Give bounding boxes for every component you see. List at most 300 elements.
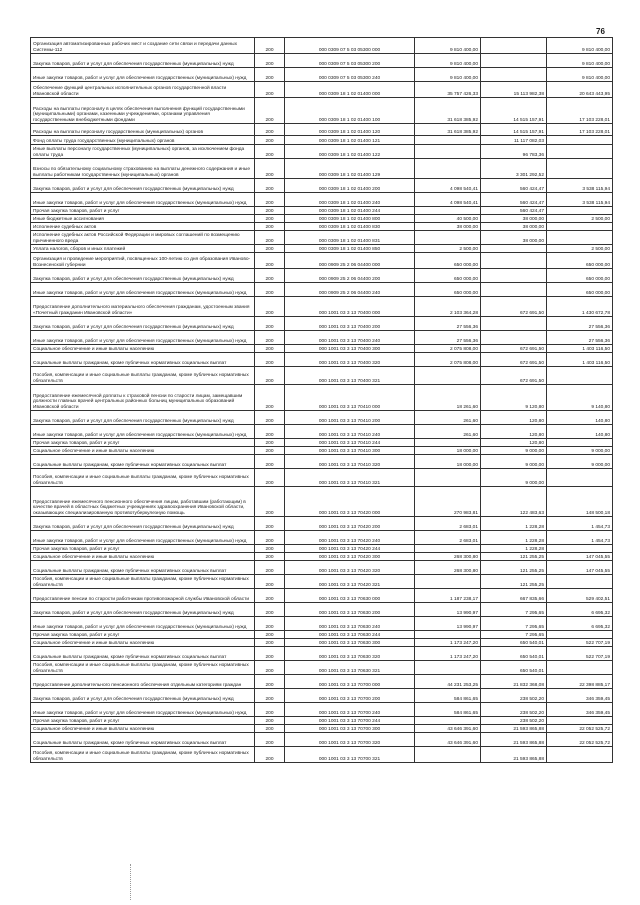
- row-approved-amount: 584 861,65: [415, 689, 481, 703]
- row-executed-amount: [481, 283, 547, 297]
- row-executed-amount: 121 255,25: [481, 561, 547, 575]
- row-name: Расходы на выплаты персоналу государственных (муниципальных) органов: [31, 124, 255, 136]
- row-executed-amount: 11 117 082,03: [481, 136, 547, 145]
- row-approved-amount: 2 075 808,00: [415, 353, 481, 367]
- row-executed-amount: 120,80: [481, 439, 547, 447]
- row-executed-amount: 1 228,28: [481, 531, 547, 545]
- row-classification-code: 000 1001 03 3 13 70410 240: [285, 425, 415, 439]
- row-classification-code: 000 0309 18 1 02 01400 129: [285, 159, 415, 179]
- row-executed-amount: 120,80: [481, 425, 547, 439]
- table-row: [31, 455, 613, 469]
- row-unexecuted-amount: 27 556,36: [547, 317, 613, 331]
- row-unexecuted-amount: 2 500,00: [547, 245, 613, 253]
- row-code: 200: [255, 269, 285, 283]
- row-name: Закупка товаров, работ и услуг для обеспечения государственных (муниципальных) нужд: [31, 411, 255, 425]
- row-classification-code: 000 1001 03 3 13 70630 320: [285, 647, 415, 661]
- row-code: 200: [255, 54, 285, 68]
- row-name: Пособия, компенсации и иные социальные выплаты гражданам, кроме публичных нормативных обязательств: [31, 661, 255, 675]
- row-classification-code: 000 0909 25 2 06 04400 000: [285, 253, 415, 269]
- table-row: [31, 603, 613, 617]
- row-name: Пособия, компенсации и иные социальные выплаты гражданам, кроме публичных нормативных обязательств: [31, 367, 255, 385]
- row-approved-amount: 1 173 247,20: [415, 639, 481, 647]
- row-approved-amount: 31 618 385,92: [415, 98, 481, 124]
- table-row: [31, 617, 613, 631]
- row-unexecuted-amount: 522 707,19: [547, 647, 613, 661]
- row-unexecuted-amount: 9 810 400,00: [547, 38, 613, 54]
- row-unexecuted-amount: 1 454,73: [547, 517, 613, 531]
- row-classification-code: 000 1001 03 3 13 70700 200: [285, 689, 415, 703]
- table-row: [31, 439, 613, 447]
- row-code: 200: [255, 283, 285, 297]
- row-name: Прочая закупка товаров, работ и услуг: [31, 545, 255, 553]
- row-unexecuted-amount: 1 454,73: [547, 531, 613, 545]
- row-name: Организация автоматизированных рабочих мест и создание сети связи и передачи данных Системы-112: [31, 38, 255, 54]
- row-executed-amount: 672 691,50: [481, 367, 547, 385]
- row-name: Прочая закупка товаров, работ и услуг: [31, 439, 255, 447]
- row-classification-code: 000 0309 07 5 03 05300 000: [285, 38, 415, 54]
- row-name: Иные закупки товаров, работ и услуг для обеспечения государственных (муниципальных) нужд: [31, 703, 255, 717]
- row-classification-code: 000 1001 03 3 13 70700 321: [285, 747, 415, 763]
- row-approved-amount: 2 683,01: [415, 517, 481, 531]
- row-name: Предоставление дополнительного материального обеспечения гражданам, удостоенным звания «Почетный гражданин Ивановской области»: [31, 297, 255, 317]
- table-row: [31, 207, 613, 215]
- row-unexecuted-amount: [547, 661, 613, 675]
- table-row: [31, 367, 613, 385]
- row-name: Закупка товаров, работ и услуг для обеспечения государственных (муниципальных) нужд: [31, 54, 255, 68]
- table-row: [31, 517, 613, 531]
- table-row: [31, 447, 613, 455]
- row-approved-amount: 2 500,00: [415, 245, 481, 253]
- row-name: Социальное обеспечение и иные выплаты населению: [31, 553, 255, 561]
- row-unexecuted-amount: 650 000,00: [547, 283, 613, 297]
- row-executed-amount: 3 301 292,52: [481, 159, 547, 179]
- row-classification-code: 000 1001 03 3 13 70700 240: [285, 703, 415, 717]
- table-row: [31, 469, 613, 487]
- row-unexecuted-amount: 3 538 115,94: [547, 179, 613, 193]
- row-code: 200: [255, 589, 285, 603]
- row-code: 200: [255, 145, 285, 159]
- row-approved-amount: 43 646 391,60: [415, 733, 481, 747]
- table-row: [31, 223, 613, 231]
- row-approved-amount: 268 300,80: [415, 553, 481, 561]
- row-approved-amount: 9 810 400,00: [415, 38, 481, 54]
- row-approved-amount: 18 000,00: [415, 455, 481, 469]
- row-unexecuted-amount: [547, 439, 613, 447]
- row-classification-code: 000 1001 03 3 13 70700 244: [285, 717, 415, 725]
- row-approved-amount: [415, 367, 481, 385]
- row-unexecuted-amount: 522 707,19: [547, 639, 613, 647]
- row-name: Закупка товаров, работ и услуг для обеспечения государственных (муниципальных) нужд: [31, 179, 255, 193]
- row-unexecuted-amount: 147 045,55: [547, 553, 613, 561]
- row-executed-amount: [481, 54, 547, 68]
- row-classification-code: 000 1001 03 3 13 70420 000: [285, 487, 415, 517]
- row-unexecuted-amount: 22 398 885,17: [547, 675, 613, 689]
- row-executed-amount: 650 540,01: [481, 639, 547, 647]
- row-code: 200: [255, 98, 285, 124]
- row-code: 200: [255, 639, 285, 647]
- row-unexecuted-amount: 17 103 228,01: [547, 124, 613, 136]
- table-row: [31, 124, 613, 136]
- row-classification-code: 000 0309 07 5 03 05300 200: [285, 54, 415, 68]
- row-executed-amount: 15 113 982,38: [481, 82, 547, 98]
- table-row: [31, 725, 613, 733]
- row-code: 200: [255, 353, 285, 367]
- table-row: [31, 159, 613, 179]
- row-classification-code: 000 1001 03 3 13 70420 300: [285, 553, 415, 561]
- row-classification-code: 000 1001 03 3 13 70630 200: [285, 603, 415, 617]
- row-unexecuted-amount: 346 359,45: [547, 703, 613, 717]
- row-name: Предоставление ежемесячного пенсионного обеспечения лицам, работавшим (работающим) в качестве врачей в областных бюджетных учреждениях здравоохранения Ивановской области, оказывающих специализированную противотуберкулезную помощь: [31, 487, 255, 517]
- row-classification-code: 000 1001 03 3 13 70420 200: [285, 517, 415, 531]
- row-approved-amount: [415, 207, 481, 215]
- row-code: 200: [255, 617, 285, 631]
- row-code: 200: [255, 425, 285, 439]
- table-row: [31, 353, 613, 367]
- margin-line: [130, 864, 131, 900]
- row-name: Прочая закупка товаров, работ и услуг: [31, 631, 255, 639]
- row-name: Исполнение судебных актов Российской Федерации и мировых соглашений по возмещению причиненного вреда: [31, 231, 255, 245]
- row-code: 200: [255, 223, 285, 231]
- table-row: [31, 38, 613, 54]
- row-executed-amount: 21 832 368,08: [481, 675, 547, 689]
- row-classification-code: 000 1001 03 3 13 70700 320: [285, 733, 415, 747]
- row-name: Закупка товаров, работ и услуг для обеспечения государственных (муниципальных) нужд: [31, 517, 255, 531]
- row-executed-amount: 238 502,20: [481, 717, 547, 725]
- row-approved-amount: 650 000,00: [415, 269, 481, 283]
- row-code: 200: [255, 331, 285, 345]
- row-executed-amount: 21 593 865,88: [481, 747, 547, 763]
- row-executed-amount: 9 000,00: [481, 455, 547, 469]
- row-name: Пособия, компенсации и иные социальные выплаты гражданам, кроме публичных нормативных обязательств: [31, 747, 255, 763]
- table-row: [31, 82, 613, 98]
- row-unexecuted-amount: 140,80: [547, 425, 613, 439]
- row-unexecuted-amount: 1 403 116,50: [547, 353, 613, 367]
- table-row: [31, 317, 613, 331]
- table-row: [31, 561, 613, 575]
- row-executed-amount: 9 000,00: [481, 447, 547, 455]
- row-unexecuted-amount: [547, 545, 613, 553]
- row-executed-amount: [481, 317, 547, 331]
- row-executed-amount: 122 483,63: [481, 487, 547, 517]
- row-classification-code: 000 1001 03 3 13 70630 300: [285, 639, 415, 647]
- row-executed-amount: 672 691,50: [481, 353, 547, 367]
- row-unexecuted-amount: [547, 231, 613, 245]
- row-classification-code: 000 1001 03 3 13 70410 320: [285, 455, 415, 469]
- row-executed-amount: 667 835,66: [481, 589, 547, 603]
- table-row: [31, 283, 613, 297]
- row-code: 200: [255, 661, 285, 675]
- table-row: [31, 269, 613, 283]
- row-code: 200: [255, 553, 285, 561]
- row-name: Социальное обеспечение и иные выплаты населению: [31, 639, 255, 647]
- row-executed-amount: 672 691,50: [481, 297, 547, 317]
- row-unexecuted-amount: [547, 145, 613, 159]
- row-unexecuted-amount: 9 810 400,00: [547, 54, 613, 68]
- row-classification-code: 000 1001 03 3 13 70420 240: [285, 531, 415, 545]
- table-row: [31, 193, 613, 207]
- row-classification-code: 000 1001 03 3 13 70400 321: [285, 367, 415, 385]
- row-name: Иные выплаты персоналу государственных (муниципальных) органов, за исключением фонда оплаты труда: [31, 145, 255, 159]
- row-name: Фонд оплаты труда государственных (муниципальных) органов: [31, 136, 255, 145]
- row-executed-amount: [481, 245, 547, 253]
- row-classification-code: 000 1001 03 3 13 70410 321: [285, 469, 415, 487]
- row-classification-code: 000 1001 03 3 13 70410 244: [285, 439, 415, 447]
- row-executed-amount: 672 691,50: [481, 345, 547, 353]
- row-name: Иные закупки товаров, работ и услуг для обеспечения государственных (муниципальных) нужд: [31, 283, 255, 297]
- row-code: 200: [255, 747, 285, 763]
- row-approved-amount: 43 646 391,60: [415, 725, 481, 733]
- row-code: 200: [255, 631, 285, 639]
- row-name: Иные закупки товаров, работ и услуг для обеспечения государственных (муниципальных) нужд: [31, 331, 255, 345]
- row-unexecuted-amount: [547, 717, 613, 725]
- row-code: 200: [255, 561, 285, 575]
- row-unexecuted-amount: 529 402,51: [547, 589, 613, 603]
- row-code: 200: [255, 703, 285, 717]
- row-unexecuted-amount: 148 500,18: [547, 487, 613, 517]
- table-row: [31, 385, 613, 411]
- table-row: [31, 545, 613, 553]
- row-code: 200: [255, 38, 285, 54]
- row-approved-amount: [415, 575, 481, 589]
- row-name: Организация и проведение мероприятий, посвященных 100-летию со дня образования Иваново-Вознесенской губернии: [31, 253, 255, 269]
- row-approved-amount: 268 300,80: [415, 561, 481, 575]
- row-unexecuted-amount: 9 140,80: [547, 385, 613, 411]
- row-approved-amount: 27 556,36: [415, 317, 481, 331]
- table-row: [31, 717, 613, 725]
- row-approved-amount: [415, 159, 481, 179]
- row-code: 200: [255, 725, 285, 733]
- row-executed-amount: 38 000,00: [481, 231, 547, 245]
- row-name: Прочая закупка товаров, работ и услуг: [31, 207, 255, 215]
- table-row: [31, 639, 613, 647]
- row-unexecuted-amount: [547, 367, 613, 385]
- row-code: 200: [255, 297, 285, 317]
- row-code: 200: [255, 469, 285, 487]
- row-code: 200: [255, 68, 285, 82]
- row-classification-code: 000 1001 03 3 13 70420 244: [285, 545, 415, 553]
- row-approved-amount: 2 683,01: [415, 531, 481, 545]
- row-executed-amount: 650 540,01: [481, 647, 547, 661]
- row-executed-amount: [481, 331, 547, 345]
- row-unexecuted-amount: 9 810 400,00: [547, 68, 613, 82]
- row-unexecuted-amount: 22 052 525,72: [547, 725, 613, 733]
- row-unexecuted-amount: 9 000,00: [547, 447, 613, 455]
- row-classification-code: 000 1001 03 3 13 70630 240: [285, 617, 415, 631]
- row-classification-code: 000 0309 18 1 02 01400 830: [285, 223, 415, 231]
- table-row: [31, 331, 613, 345]
- row-code: 200: [255, 647, 285, 661]
- row-approved-amount: 44 231 253,25: [415, 675, 481, 689]
- row-approved-amount: 40 500,00: [415, 215, 481, 223]
- row-approved-amount: [415, 231, 481, 245]
- row-code: 200: [255, 447, 285, 455]
- row-unexecuted-amount: [547, 223, 613, 231]
- row-executed-amount: 14 515 157,91: [481, 98, 547, 124]
- row-approved-amount: 1 187 238,17: [415, 589, 481, 603]
- row-classification-code: 000 1001 03 3 13 70400 300: [285, 345, 415, 353]
- table-row: [31, 231, 613, 245]
- row-code: 200: [255, 207, 285, 215]
- row-code: 200: [255, 136, 285, 145]
- row-code: 200: [255, 455, 285, 469]
- table-row: [31, 675, 613, 689]
- row-classification-code: 000 0309 18 1 02 01400 121: [285, 136, 415, 145]
- row-approved-amount: 35 757 426,33: [415, 82, 481, 98]
- table-row: [31, 589, 613, 603]
- row-name: Социальные выплаты гражданам, кроме публичных нормативных социальных выплат: [31, 353, 255, 367]
- row-code: 200: [255, 215, 285, 223]
- row-classification-code: 000 1001 03 3 13 70630 321: [285, 661, 415, 675]
- row-classification-code: 000 0309 07 5 03 05300 240: [285, 68, 415, 82]
- row-unexecuted-amount: 27 556,36: [547, 331, 613, 345]
- row-code: 200: [255, 575, 285, 589]
- row-name: Расходы на выплаты персоналу в целях обеспечения выполнения функций государственными (муниципальными) органами, казенными учреждениями, органами управления государственными внебюджетными фондами: [31, 98, 255, 124]
- row-approved-amount: 18 000,00: [415, 447, 481, 455]
- row-classification-code: 000 1001 03 3 13 70420 320: [285, 561, 415, 575]
- row-code: 200: [255, 603, 285, 617]
- row-executed-amount: 7 295,65: [481, 617, 547, 631]
- row-name: Иные закупки товаров, работ и услуг для обеспечения государственных (муниципальных) нужд: [31, 531, 255, 545]
- row-approved-amount: 261,60: [415, 425, 481, 439]
- row-unexecuted-amount: [547, 469, 613, 487]
- row-approved-amount: 13 990,97: [415, 603, 481, 617]
- row-code: 200: [255, 82, 285, 98]
- row-approved-amount: [415, 136, 481, 145]
- row-executed-amount: [481, 269, 547, 283]
- row-executed-amount: 38 000,00: [481, 215, 547, 223]
- row-code: 200: [255, 517, 285, 531]
- row-code: 200: [255, 385, 285, 411]
- row-code: 200: [255, 439, 285, 447]
- table-row: [31, 68, 613, 82]
- row-classification-code: 000 1001 03 3 13 70410 300: [285, 447, 415, 455]
- row-classification-code: 000 0309 18 1 02 01400 850: [285, 245, 415, 253]
- row-unexecuted-amount: 147 045,55: [547, 561, 613, 575]
- row-approved-amount: 31 618 385,92: [415, 124, 481, 136]
- table-row: [31, 136, 613, 145]
- table-row: [31, 245, 613, 253]
- table-row: [31, 531, 613, 545]
- table-row: [31, 297, 613, 317]
- row-unexecuted-amount: 346 359,45: [547, 689, 613, 703]
- budget-execution-table: [30, 37, 613, 763]
- table-row: [31, 98, 613, 124]
- row-name: Социальное обеспечение и иные выплаты населению: [31, 725, 255, 733]
- table-row: [31, 553, 613, 561]
- row-name: Закупка товаров, работ и услуг для обеспечения государственных (муниципальных) нужд: [31, 317, 255, 331]
- row-code: 200: [255, 345, 285, 353]
- row-executed-amount: 38 000,00: [481, 223, 547, 231]
- row-name: Иные закупки товаров, работ и услуг для обеспечения государственных (муниципальных) нужд: [31, 617, 255, 631]
- row-classification-code: 000 1001 03 3 13 70700 300: [285, 725, 415, 733]
- table-body: [31, 38, 613, 763]
- row-name: Закупка товаров, работ и услуг для обеспечения государственных (муниципальных) нужд: [31, 689, 255, 703]
- row-approved-amount: [415, 717, 481, 725]
- row-unexecuted-amount: 140,80: [547, 411, 613, 425]
- row-name: Социальные выплаты гражданам, кроме публичных нормативных социальных выплат: [31, 561, 255, 575]
- row-approved-amount: 27 556,36: [415, 331, 481, 345]
- row-executed-amount: 560 424,47: [481, 207, 547, 215]
- row-executed-amount: 9 000,00: [481, 469, 547, 487]
- row-unexecuted-amount: [547, 207, 613, 215]
- row-unexecuted-amount: 9 000,00: [547, 455, 613, 469]
- row-name: Пособия, компенсации и иные социальные выплаты гражданам, кроме публичных нормативных обязательств: [31, 469, 255, 487]
- row-name: Социальное обеспечение и иные выплаты населению: [31, 345, 255, 353]
- row-classification-code: 000 1001 03 3 13 70630 244: [285, 631, 415, 639]
- row-code: 200: [255, 367, 285, 385]
- row-approved-amount: 584 861,65: [415, 703, 481, 717]
- row-code: 200: [255, 545, 285, 553]
- row-approved-amount: 4 098 540,41: [415, 179, 481, 193]
- table-row: [31, 647, 613, 661]
- row-name: Закупка товаров, работ и услуг для обеспечения государственных (муниципальных) нужд: [31, 269, 255, 283]
- row-name: Иные бюджетные ассигнования: [31, 215, 255, 223]
- row-name: Пособия, компенсации и иные социальные выплаты гражданам, кроме публичных нормативных обязательств: [31, 575, 255, 589]
- row-unexecuted-amount: 2 500,00: [547, 215, 613, 223]
- row-approved-amount: [415, 145, 481, 159]
- table-row: [31, 345, 613, 353]
- row-approved-amount: [415, 439, 481, 447]
- table-row: [31, 411, 613, 425]
- row-approved-amount: [415, 661, 481, 675]
- row-unexecuted-amount: 17 103 228,01: [547, 98, 613, 124]
- row-classification-code: 000 0909 25 2 06 04400 240: [285, 283, 415, 297]
- row-name: Обеспечение функций центральных исполнительных органов государственной власти Ивановской области: [31, 82, 255, 98]
- row-name: Иные закупки товаров, работ и услуг для обеспечения государственных (муниципальных) нужд: [31, 193, 255, 207]
- row-classification-code: 000 1001 03 3 13 70410 200: [285, 411, 415, 425]
- row-classification-code: 000 1001 03 3 13 70400 240: [285, 331, 415, 345]
- row-name: Социальные выплаты гражданам, кроме публичных нормативных социальных выплат: [31, 455, 255, 469]
- row-code: 200: [255, 689, 285, 703]
- row-classification-code: 000 0309 18 1 02 01400 122: [285, 145, 415, 159]
- row-classification-code: 000 0309 18 1 02 01400 200: [285, 179, 415, 193]
- row-classification-code: 000 0309 18 1 02 01400 000: [285, 82, 415, 98]
- table-row: [31, 689, 613, 703]
- table-row: [31, 747, 613, 763]
- row-code: 200: [255, 411, 285, 425]
- row-executed-amount: 1 228,28: [481, 545, 547, 553]
- row-approved-amount: [415, 545, 481, 553]
- table-row: [31, 733, 613, 747]
- row-name: Иные закупки товаров, работ и услуг для обеспечения государственных (муниципальных) нужд: [31, 68, 255, 82]
- row-unexecuted-amount: [547, 747, 613, 763]
- page-number: 76: [596, 27, 605, 36]
- row-approved-amount: 650 000,00: [415, 283, 481, 297]
- table-row: [31, 179, 613, 193]
- row-executed-amount: 120,80: [481, 411, 547, 425]
- row-executed-amount: 21 593 865,88: [481, 725, 547, 733]
- table-row: [31, 145, 613, 159]
- row-executed-amount: 7 295,65: [481, 631, 547, 639]
- row-executed-amount: 560 424,47: [481, 179, 547, 193]
- row-unexecuted-amount: 3 538 115,94: [547, 193, 613, 207]
- row-classification-code: 000 1001 03 3 13 70410 000: [285, 385, 415, 411]
- row-code: 200: [255, 231, 285, 245]
- table-row: [31, 575, 613, 589]
- row-approved-amount: 18 261,60: [415, 385, 481, 411]
- row-code: 200: [255, 124, 285, 136]
- row-name: Иные закупки товаров, работ и услуг для обеспечения государственных (муниципальных) нужд: [31, 425, 255, 439]
- row-executed-amount: 121 255,25: [481, 553, 547, 561]
- row-code: 200: [255, 487, 285, 517]
- row-approved-amount: [415, 747, 481, 763]
- row-classification-code: 000 0309 18 1 02 01400 100: [285, 98, 415, 124]
- table-row: [31, 703, 613, 717]
- row-executed-amount: 560 424,47: [481, 193, 547, 207]
- row-unexecuted-amount: 20 643 443,95: [547, 82, 613, 98]
- row-executed-amount: [481, 253, 547, 269]
- row-approved-amount: [415, 631, 481, 639]
